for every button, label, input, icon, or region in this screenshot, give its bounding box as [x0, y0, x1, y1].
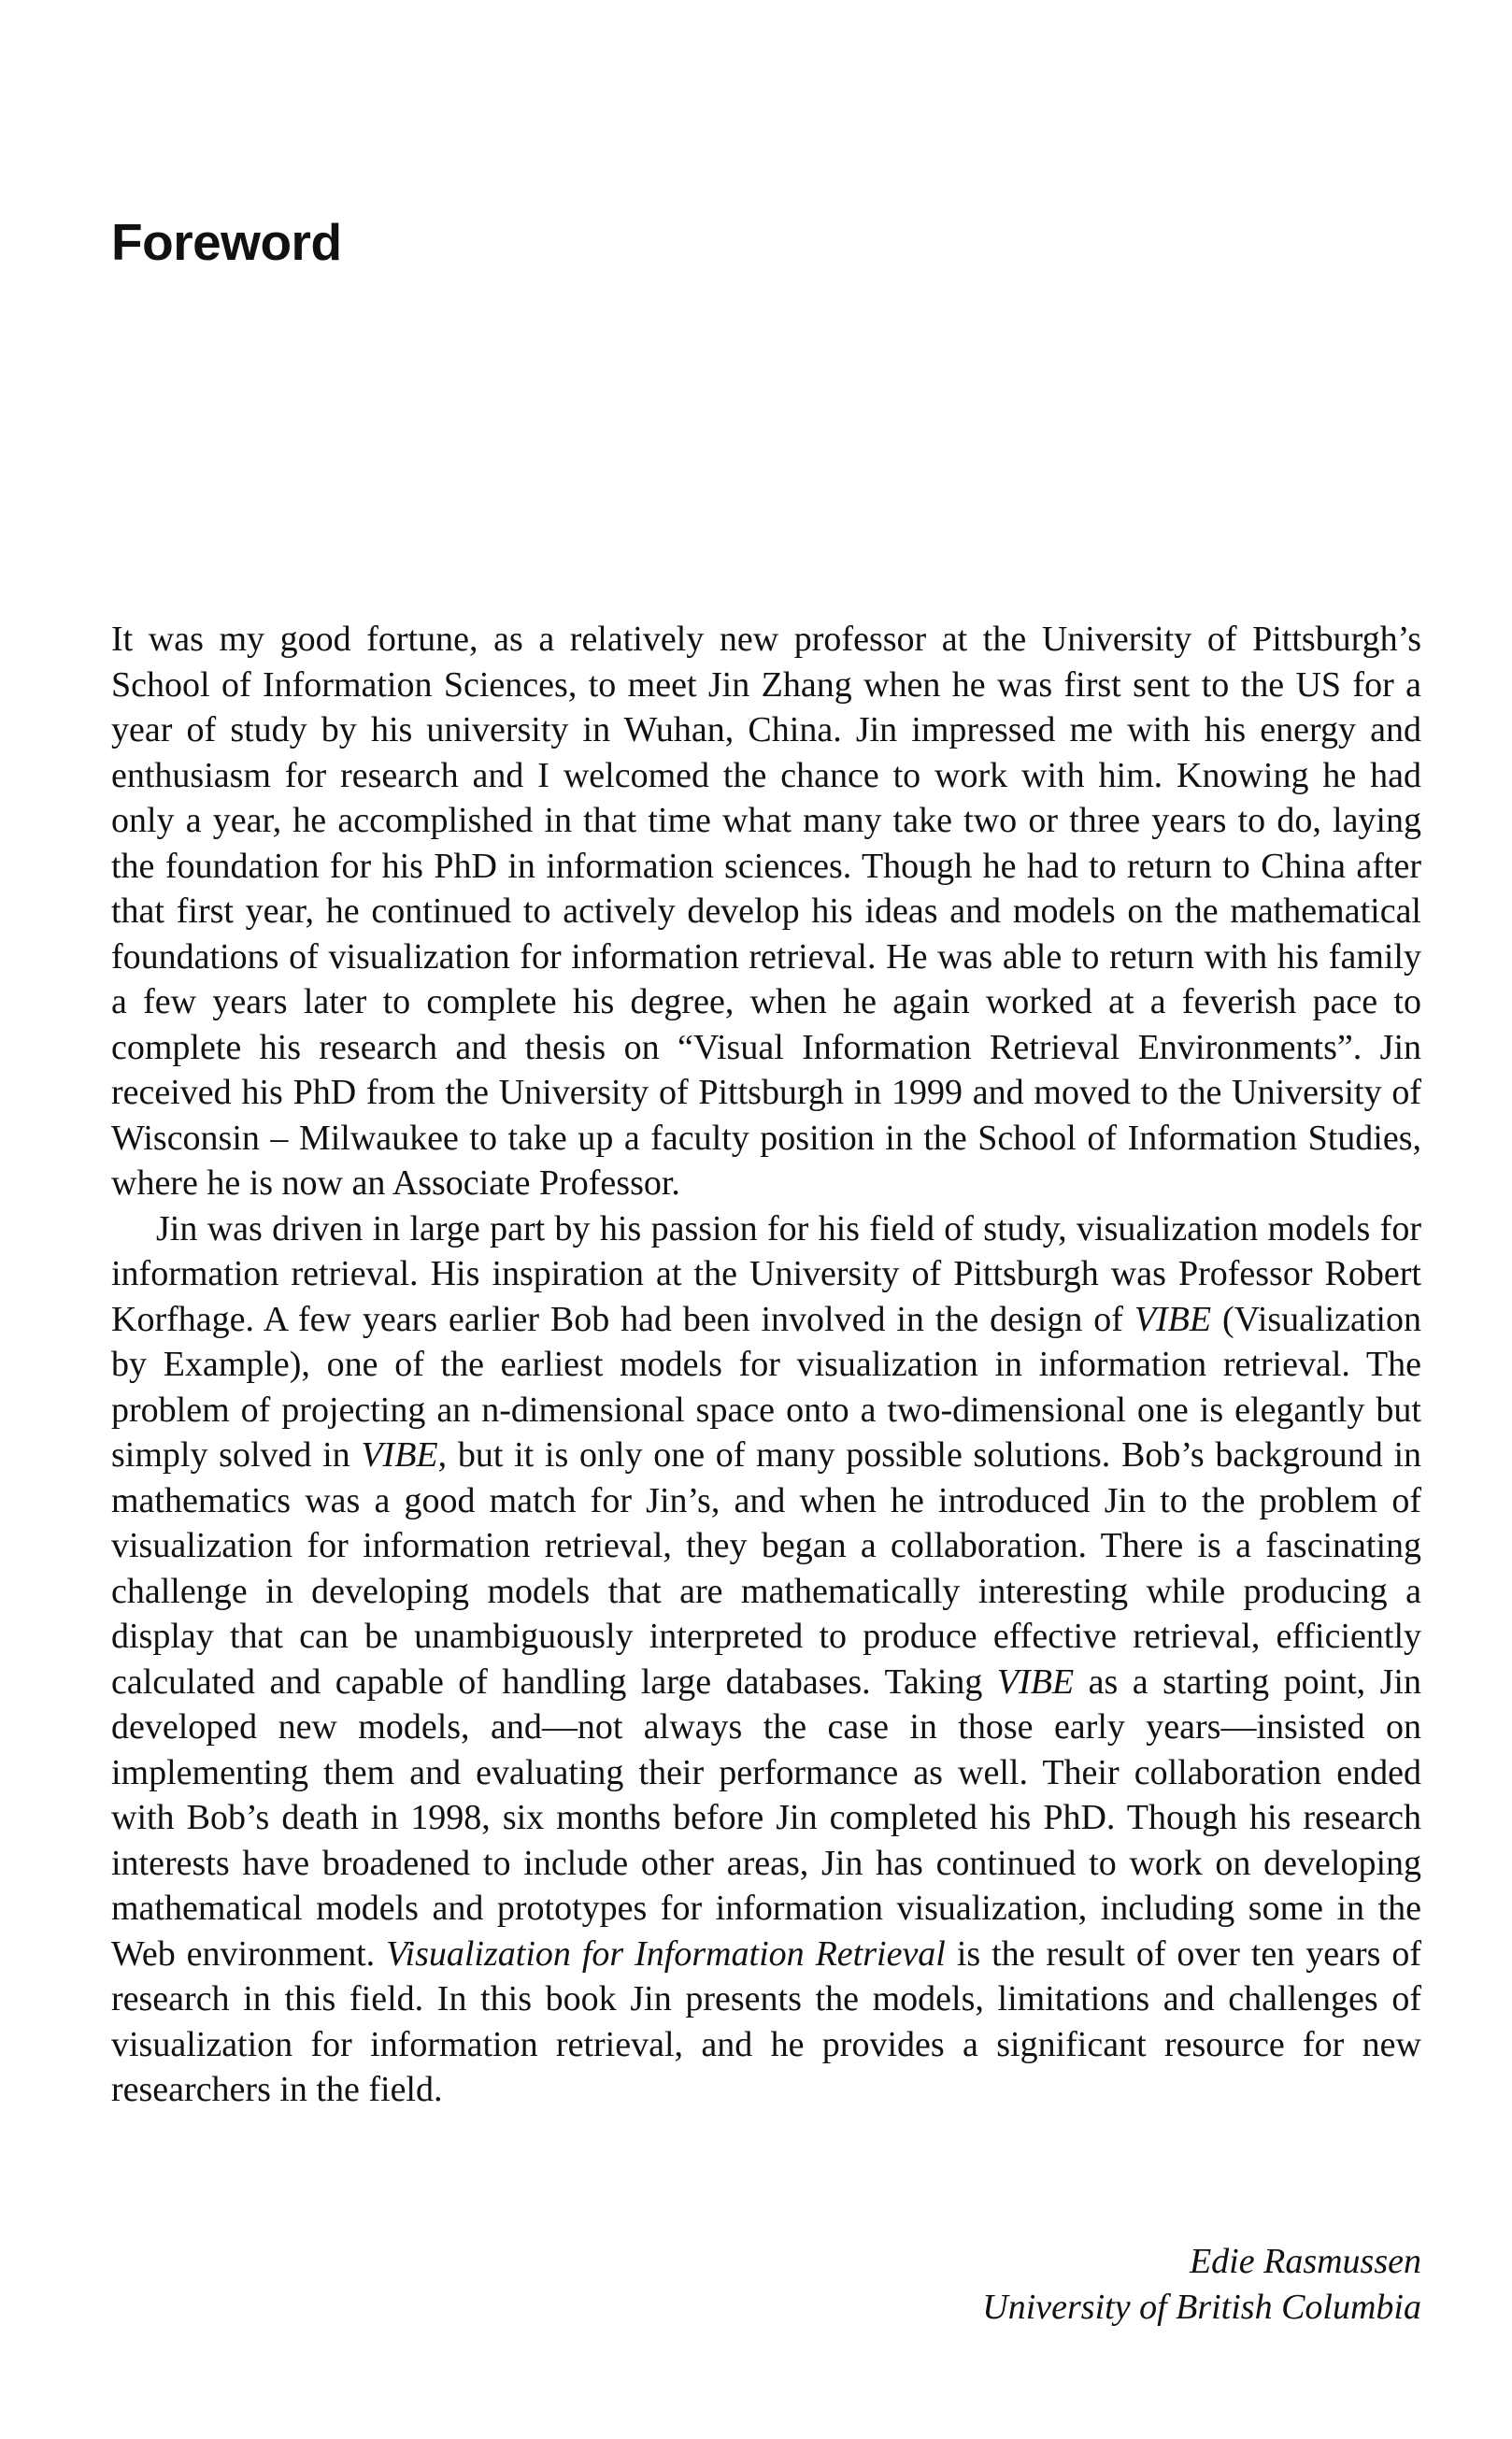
paragraph [111, 1206, 1421, 2113]
text-segment: Jin was driven in large part by his passion for his field of study, visualization models for information retrieval. His inspiration at the University of Pittsburgh was Professor Robert Korfhage. A few years earlier Bob had been involved in the design of [111, 1208, 1421, 1339]
italic-text-segment: VIBE [996, 1662, 1075, 1702]
text-segment: as a starting point, Jin developed new models, and—not always the case in those early years—insisted on implementing them and evaluating their performance as well. Their collaboration ended with Bob’s death in 1998, six months before Jin completed his PhD. Though his research interests have broadened to include other areas, Jin has continued to work on developing mathematical models and prototypes for information visualization, including some in the Web environment. [111, 1662, 1421, 1974]
text-segment: (Visualization by Example), one of the earliest models for visualization in information retrieval. The problem of projecting an n-dimensional space onto a two-dimensional one is elegantly but simply solved in [111, 1299, 1421, 1475]
paragraph [111, 617, 1421, 1206]
italic-text-segment: Visualization for Information Retrieval [386, 1933, 946, 1974]
italic-text-segment: VIBE [361, 1435, 438, 1475]
author-name: Edie Rasmussen [1189, 2242, 1421, 2281]
text-segment: is the result of over ten years of research in this field. In this book Jin presents the models, limitations and challenges of visualization for information retrieval, and he provides a significant resource for new researchers in the field. [111, 1933, 1421, 2109]
foreword-body [111, 617, 1421, 2113]
author-affiliation: University of British Columbia [982, 2288, 1421, 2327]
italic-text-segment: VIBE [1134, 1299, 1212, 1339]
page-title: Foreword [111, 213, 342, 271]
text-segment: , but it is only one of many possible solutions. Bob’s background in mathematics was a good match for Jin’s, and when he introduced Jin to the problem of visualization for information retrieval, they began a collaboration. There is a fascinating challenge in developing models that are mathematically interesting while producing a display that can be unambiguously interpreted to produce effective retrieval, efficiently calculated and capable of handling large databases. Taking [111, 1435, 1422, 1702]
signature-block [982, 2239, 1421, 2331]
text-segment: It was my good fortune, as a relatively new professor at the University of Pittsburgh’s School of Information Sciences, to meet Jin Zhang when he was first sent to the US for a year of study by his university in Wuhan, China. Jin impressed me with his energy and enthusiasm for research and I welcomed the chance to work with him. Knowing he had only a year, he accomplished in that time what many take two or three years to do, laying the foundation for his PhD in information sciences. Though he had to return to China after that first year, he continued to actively develop his ideas and models on the mathematical foundations of visualization for information retrieval. He was able to return with his family a few years later to complete his degree, when he again worked at a feverish pace to complete his research and thesis on “Visual Information Retrieval Environments”. Jin received his PhD from the University of Pittsburgh in 1999 and moved to the University of Wisconsin – Milwaukee to take up a faculty position in the School of Information Studies, where he is now an Associate Professor. [111, 620, 1421, 1203]
